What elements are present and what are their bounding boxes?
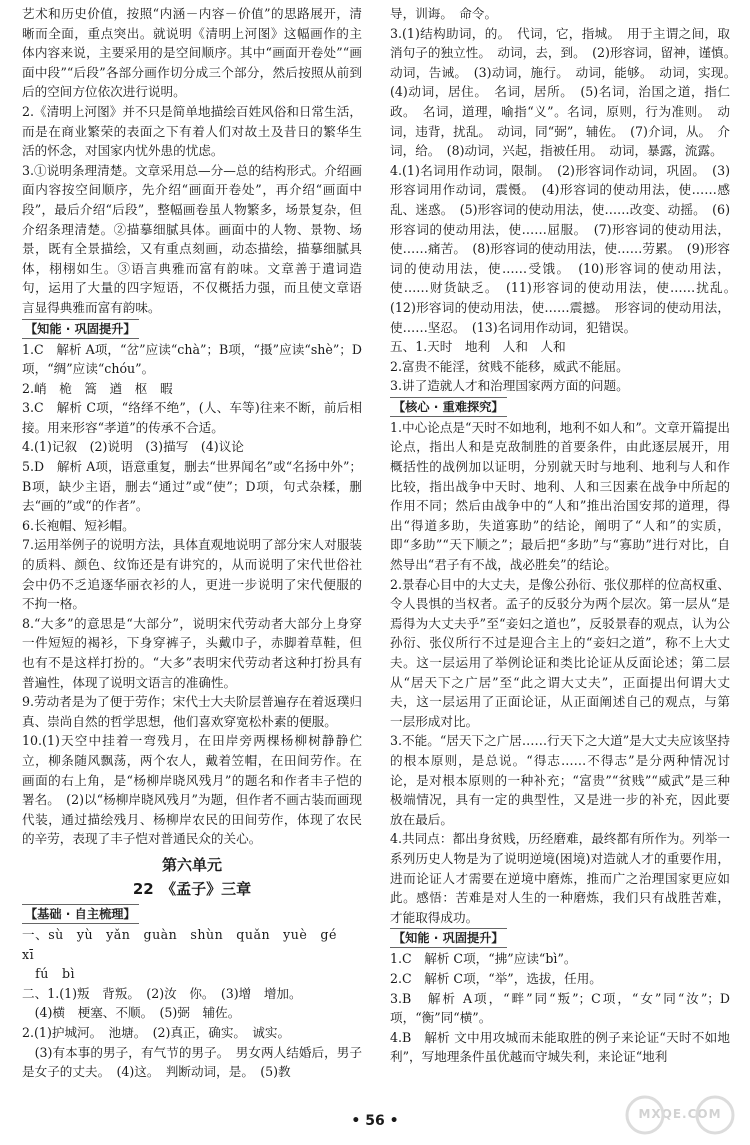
section-heading-row — [390, 396, 730, 418]
answer-paragraph: (4)横 梗塞、不顺。 (5)弼 辅佐。 — [22, 1005, 241, 1021]
pinyin-line: 一、sù yù yǎn guàn shùn quǎn yuè gé xī — [22, 926, 351, 962]
answer-paragraph: 1.C 解析 C项，“拂”应读“bì”。 — [390, 951, 577, 967]
right-column — [390, 4, 743, 1067]
section-heading-row — [390, 927, 730, 949]
answer-paragraph: 2.(1)护城河。 池塘。 (2)真正，确实。 诚实。 — [22, 1024, 291, 1040]
answer-paragraph: 8.“大多”的意思是“大部分”，说明宋代劳动者大部分上身穿一件短短的褐衫，下身穿裤子，头戴巾子，赤脚着草鞋，但也有不是这样打扮的。“大多”表明宋代劳动者这种打扮具有普遍性，体现了说明文语言的准确性。 — [22, 615, 362, 690]
answer-paragraph: 10.(1)天空中挂着一弯残月，在田岸旁两棵杨柳树静静伫立，柳条随风飘荡，两个农人，戴着笠帽，在田间劳作。在画面的右上角，是“杨柳岸晓风残月”的题名和作者丰子恺的署名。 (2)以“杨柳岸晓风残月”为题，但作者不画古装而画现代装，通过描绘残月、杨柳岸农民的田间劳作，体现了农民的辛劳，表现了丰子恺对普通民众的关心。 — [22, 733, 362, 847]
answer-paragraph: 5.D 解析 A项，语意重复，删去“世界闻名”或“名扬中外”；B项，缺少主语，删去“通过”或“使”；D项，句式杂糅，删去“画的”或“的作者”。 — [22, 459, 362, 514]
answer-paragraph: 导，训诲。 命令。 — [390, 6, 498, 21]
answer-paragraph: 6.长袍帽、短衫帽。 — [22, 517, 135, 533]
answer-paragraph: (3)有本事的男子，有气节的男子。 男女两人结婚后，男子是女子的丈夫。 (4)这。 判断动词，是。 (5)教 — [22, 1044, 362, 1080]
section-heading: 【知能 · 巩固提升】 — [22, 319, 139, 339]
answer-paragraph: 3.讲了造就人才和治理国家两方面的问题。 — [390, 378, 629, 394]
answer-paragraph: 4.共同点：都出身贫贱，历经磨难，最终都有所作为。列举一系列历史人物是为了说明逆境(困境)对造就人才的重要作用，进而论证人才需要在逆境中磨炼，推而广之治理国家更应如此。感悟：苦难是对人生的一种磨炼，我们只有战胜苦难，才能取得成功。 — [390, 831, 730, 925]
section-heading-row — [22, 318, 362, 340]
answer-paragraph: 五、1.天时 地利 人和 人和 — [390, 339, 566, 355]
unit-title: 第六单元 — [161, 855, 222, 874]
section-heading: 【知能 · 巩固提升】 — [390, 928, 507, 948]
answer-paragraph: 4.(1)记叙 (2)说明 (3)描写 (4)议论 — [22, 439, 244, 455]
answer-paragraph: 2.峭 桅 篙 遒 枢 暇 — [22, 380, 173, 396]
answer-paragraph: 艺术和历史价值，按照“内涵－内容－价值”的思路展开，清晰而全面，重点突出。就说明《清明上河图》这幅画作的主体内容来说，主要采用的是空间顺序。其中“画面开卷处”“画面中段”“后段”各部分画作切分成三个部分，然后按照从前到后的空间方位依次进行说明。 — [22, 6, 362, 100]
answer-paragraph: 2.《清明上河图》并不只是简单地描绘百姓风俗和日常生活，而是在商业繁荣的表面之下有着人们对故土及昔日的繁华生活的怀念，对国家内忧外患的忧虑。 — [22, 103, 362, 159]
watermark-logo — [620, 1090, 740, 1140]
answer-paragraph: 4.B 解析 文中用攻城而未能取胜的例子来论证“天时不如地利”，写地理条件虽优越而守城失利，来论证“地利 — [390, 1029, 730, 1065]
section-heading: 【核心 · 重难探究】 — [390, 397, 507, 417]
left-column — [22, 4, 362, 1082]
answer-paragraph: 3.B 解析 A项，“畔”同“叛”；C项，“女”同“汝”；D项，“衡”同“横”。 — [390, 990, 730, 1026]
pinyin-line: fú bì — [22, 966, 76, 982]
answer-paragraph: 3.(1)结构助词，的。 代词，它，指城。 用于主谓之间，取消句子的独立性。 动词，去，到。 (2)形容词，留神，谨慎。 动词，告诫。 (3)动词，施行。 动词，能够。 动词，实现。 (4)动词，居住。 名词，居所。 (5)名词，治国之道，指仁政。 名词，道理，喻指“义”。名词，原则，行为准则。 动词，违背，扰乱。 动词，同“弼”，辅佐。 (7)介词，从。 介词，给。 (8)动词，兴起，指被任用。 动词，暴露，流露。 — [390, 25, 743, 159]
answer-paragraph: 3.①说明条理清楚。文章采用总—分—总的结构形式。介绍画面内容按空间顺序，先介绍“画面开卷处”，再介绍“画面中段”，最后介绍“后段”，整幅画卷虽人物繁多，场景复杂，但介绍条理清楚。②描摹细腻具体。画面中的人物、景物、场景，既有全景描绘，又有重点刻画，动态描绘，描摹细腻具体，栩栩如生。③语言典雅而富有韵味。文章善于遣词造句，运用了大量的四字短语，不仅概括力强，而且使文章语言显得典雅而富有韵味。 — [22, 162, 362, 315]
lesson-title: 22 《孟子》三章 — [132, 879, 252, 898]
answer-paragraph: 1.中心论点是“天时不如地利，地利不如人和”。文章开篇提出论点，指出人和是克敌制胜的首要条件，由此逐层展开，用概括性的战例加以证明，分别就天时与地利、地利与人和作比较，指出战争中天时、地利、人和三因素在战争中所起的作用不同；然后由战争中的“人和”推出治国安邦的道理，得出“得道多助，失道寡助”的结论，阐明了“人和”的实质，即“多助”“天下顺之”；最后把“多助”与“寡助”进行对比，自然导出“君子有不战，战必胜矣”的结论。 — [390, 419, 730, 573]
watermark-text: MXQE.COM — [638, 1107, 722, 1121]
page-number: • 56 • — [351, 1113, 399, 1129]
section-heading: 【基础 · 自主梳理】 — [22, 904, 139, 924]
answer-paragraph: 2.景春心目中的大丈夫，是像公孙衍、张仪那样的位高权重、令人畏惧的当权者。孟子的反驳分为两个层次。第一层从“是焉得为大丈夫乎”至“妾妇之道也”，反驳景春的观点，认为公孙衍、张仪所行不过是迎合主上的“妾妇之道”，称不上大丈夫。这一层运用了举例论证和类比论证从反面论述；第二层从“居天下之广居”至“此之谓大丈夫”，正面提出何谓大丈夫，这一层运用了正面论证，从正面阐述自己的观点，与第一层形成对比。 — [390, 576, 730, 729]
answer-paragraph: 二、1.(1)叛 背叛。 (2)汝 你。 (3)增 增加。 — [22, 985, 302, 1001]
answer-paragraph: 2.富贵不能淫，贫贱不能移，威武不能屈。 — [390, 358, 629, 374]
answer-paragraph: 4.(1)名词用作动词，限制。 (2)形容词作动词，巩固。 (3)形容词用作动词，震慑。 (4)形容词的使动用法，使……感乱、迷惑。 (5)形容词的使动用法，使……改变、动摇。 (6)形容词的使动用法，使……屈服。 (7)形容词的使动用法，使……痛苦。 (8)形容词的使动用法，使……劳累。 (9)形容词的使动用法，使……受饿。 (10)形容词的使动用法，使……财货缺乏。 (11)形容词的使动用法，使……扰乱。 (12)形容词的使动用法，使……震撼。 形容词的使动用法，使……坚忍。 (13)名词用作动词，犯错误。 — [390, 162, 743, 335]
answer-paragraph: 2.C 解析 C项，“举”，选拔，任用。 — [390, 970, 602, 986]
answer-paragraph: 1.C 解析 A项，“岔”应读“chà”；B项，“摄”应读“shè”；D项，“绸”应读“chóu”。 — [22, 341, 362, 377]
answer-paragraph: 9.劳动者是为了便于劳作；宋代士大夫阶层普遍存在着返璞归真、崇尚自然的哲学思想，他们喜欢穿宽松朴素的便服。 — [22, 694, 362, 729]
watermark-circle-icon — [620, 1090, 740, 1140]
answer-paragraph: 7.运用举例子的说明方法，具体直观地说明了部分宋人对服装的质料、颜色、纹饰还是有讲究的，从而说明了宋代世俗社会中仍不乏追逐华丽衣衫的人，更进一步说明了宋代便服的不拘一格。 — [22, 537, 362, 612]
section-heading-row — [22, 903, 362, 925]
answer-paragraph: 3.C 解析 C项，“络绎不绝”，(人、车等)往来不断，前后相接。用来形容“孝道”的传承不合适。 — [22, 400, 362, 435]
answer-paragraph: 3.不能。“居天下之广居……行天下之大道”是大丈夫应该坚持的根本原则，是总说。“得志……不得志”是分两种情况讨论，是对根本原则的一种补充；“富贵”“贫贱”“威武”是三种极端情况，具有一定的典型性，又是进一步的补充，因此要放在最后。 — [390, 733, 730, 827]
